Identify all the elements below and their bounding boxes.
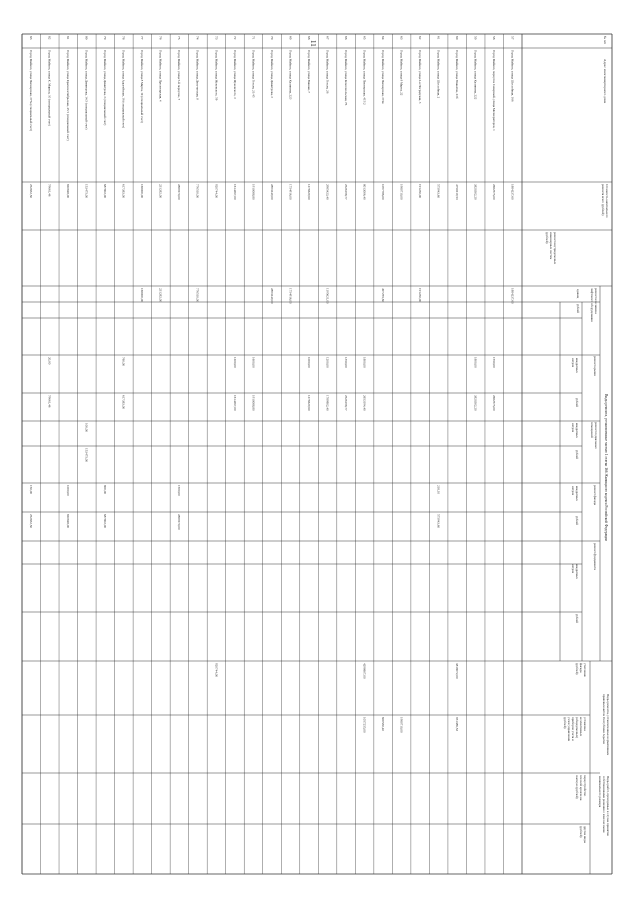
row-number: 79 (103, 36, 108, 40)
header-basement: ремонт подвальных (594, 422, 598, 449)
row-roof-m2: 1350,00 (343, 357, 348, 368)
row-fac-m2: 1000,00 (66, 485, 71, 496)
header-group-extra: собственниками решения о взносах выше (602, 776, 606, 833)
row-address: Город Майкоп, улица Гоголя, 26 (325, 50, 330, 94)
row-total-cost: 79661,46 (47, 184, 52, 197)
row-fac-m2: 1590,00 (177, 485, 182, 496)
row-number: 75 (177, 36, 182, 40)
row-fac-rub: 252832,50 (29, 514, 34, 529)
row-roof-rub: 2682575,00 (492, 395, 497, 411)
rotated-table (22, 34, 612, 874)
row-roof-m2: 20,00 (47, 357, 52, 365)
row-number: 68 (306, 36, 311, 40)
row-address: Город Майкоп, улица 5-й переулок, 7 (177, 50, 182, 101)
header-insulation: утепление (583, 663, 587, 677)
row-number: 63 (399, 36, 404, 40)
header-sqm: метров (571, 564, 576, 573)
header-roof: ремонт крыши (593, 356, 597, 376)
row-total-cost: 252832,50 (29, 184, 34, 199)
row-eng: 1754916,00 (288, 288, 293, 304)
row-number: 74 (195, 36, 200, 40)
row-roof-m2: 1200,00 (232, 357, 237, 368)
row-total-cost: 1276629,60 (306, 184, 311, 200)
header-group-federal: Виды ремонта, установленные частью 1 статьи 166 Жилищного кодекса Российской Федерации (604, 394, 608, 541)
row-total-cost: 687802,00 (103, 184, 108, 199)
row-number: 67 (325, 36, 330, 40)
row-number: 60 (454, 36, 459, 40)
row-total-cost: 1614267,00 (232, 184, 237, 200)
header-other: (рублей) (579, 826, 583, 838)
header-meters: узлов управления (567, 717, 571, 741)
row-eng: 497255,60 (380, 288, 385, 303)
row-insul: 920744,00 (214, 663, 219, 678)
header-group-extra: Виды работ, проводимые в случае принятия (606, 776, 610, 836)
row-meters: 1057255,00 (362, 717, 367, 733)
header-foundation: ремонт фундамента (593, 543, 597, 570)
row-number: 61 (436, 36, 441, 40)
row-address: Город Майкоп, улица Димитрова, 3 (269, 50, 274, 98)
header-sqm: квадратных (575, 564, 579, 579)
header-insulation: (рублей) (575, 663, 579, 675)
row-bas-rub: 153475,00 (84, 448, 89, 463)
row-number: 78 (121, 36, 126, 40)
row-fac-m2: 800,00 (103, 485, 108, 495)
row-address: Город Майкоп, улица Юннатов, 23б (454, 50, 459, 99)
row-address: Город Майкоп, улица Димитрова, 3 (специальный счет) (103, 50, 108, 126)
row-total-cost: 8013006,40 (362, 184, 367, 200)
row-address: Город Майкоп, улица Гоголя, 21/45 (251, 50, 256, 98)
row-number: 71 (251, 36, 256, 40)
row-number: 77 (140, 36, 145, 40)
row-address: Город Майкоп, улица 8 Марта, 19 (специальный счет) (140, 50, 145, 123)
row-total-cost: 168000,00 (140, 184, 145, 199)
header-total: ремонта всего (рублей) (601, 184, 605, 216)
row-total-cost: 1097786,00 (380, 184, 385, 200)
row-roof-rub: 1910088,80 (251, 395, 256, 411)
row-address: Город Майкоп, улица Адыгейская, 16 (специальный счет) (121, 50, 126, 129)
header-sqm: метров (571, 358, 576, 367)
header-units: единиц (576, 289, 580, 299)
header-meters: установка (583, 717, 587, 731)
header-rubles: рублей (575, 450, 579, 459)
row-total-cost: 231282,00 (158, 184, 163, 199)
row-total-cost: 1754916,00 (288, 184, 293, 200)
row-total-cost: 820848,00 (66, 184, 71, 199)
header-rubles: рублей (575, 398, 579, 407)
row-number: 65 (362, 36, 367, 40)
header-elevator: ремонт или замена (594, 288, 598, 314)
row-total-cost: 617383,00 (121, 184, 126, 199)
header-rubles: рублей (575, 614, 579, 623)
page-number: 11 (309, 40, 317, 47)
row-roof-rub: 617383,00 (121, 395, 126, 410)
header-group-regional: Виды ремонта, установленные нормативным (606, 694, 610, 756)
row-address: Город Майкоп, улица Пионерская, 415/2 (362, 50, 367, 105)
row-roof-m2: 1800,00 (362, 357, 367, 368)
row-total-cost: 1910088,80 (251, 184, 256, 200)
row-total-cost: 2985423,40 (325, 184, 330, 200)
row-roof-m2: 1000,00 (306, 357, 311, 368)
row-total-cost: 153475,00 (84, 184, 89, 199)
row-number: 73 (214, 36, 219, 40)
row-meters: 1980710,00 (399, 717, 404, 733)
row-fac-rub: 575943,60 (436, 514, 441, 529)
row-roof-rub: 1276629,60 (306, 395, 311, 411)
row-address: Город Майкоп, улица Калинина, 223 (288, 50, 293, 100)
row-total-cost: 776510,00 (195, 184, 200, 199)
header-other: другие виды (583, 826, 587, 843)
header-elevator: лифтового оборудования (590, 288, 594, 322)
row-meters: 931386,53 (454, 717, 459, 732)
row-roof-m2: 760,00 (121, 357, 126, 367)
row-fac-m2: 150,00 (29, 485, 34, 495)
header-rubles: рублей (576, 304, 580, 313)
header-engineering: (рублей) (545, 232, 549, 244)
row-total-cost: 2526198,77 (343, 184, 348, 200)
header-flat-roof: переустройство (583, 775, 587, 797)
row-eng: 1884237,60 (510, 288, 515, 304)
row-bas-m2: 100,00 (84, 423, 89, 433)
row-roof-rub: 1789802,40 (325, 395, 330, 411)
row-address: Город Майкоп, улица Калинина, 222 (473, 50, 478, 100)
row-eng: 168000,00 (140, 288, 145, 303)
row-total-cost: 2682575,00 (492, 184, 497, 200)
row-roof-rub: 3820302,20 (473, 395, 478, 411)
row-address: Город Майкоп, переулок Северный, улица Мелиораторов, 1 (492, 50, 497, 131)
row-insul: 4298607,00 (362, 663, 367, 679)
row-fac-rub: 820848,00 (66, 514, 71, 529)
row-fac-rub: 2889270,00 (177, 514, 182, 530)
row-total-cost: 2889270,00 (177, 184, 182, 200)
row-roof-rub: 79661,46 (47, 395, 52, 408)
row-address: Город Майкоп, улица К. Маркса, 10 (специальный счет) (47, 50, 52, 126)
row-total-cost: 1884237,60 (510, 184, 515, 200)
header-flat-roof: плоской кровли на (579, 775, 583, 801)
header-group-extra: минимального размера (598, 776, 602, 808)
header-facade: ремонт фасада (593, 485, 597, 505)
row-fac-m2: 218,10 (436, 485, 441, 495)
header-num: № п/п (603, 36, 607, 45)
row-address: Город Майкоп, улица Пионерская, 374в (380, 50, 385, 104)
row-insul: 3818072,00 (454, 663, 459, 679)
row-total-cost: 2893249,00 (269, 184, 274, 200)
row-roof-m2: 1550,00 (492, 357, 497, 368)
header-address: Адрес многоквартирного дома (603, 59, 607, 104)
row-number: 69 (288, 36, 293, 40)
row-address: Город Майкоп, улица Шоссейная, 166 (510, 50, 515, 102)
row-number: 76 (158, 36, 163, 40)
row-total-cost: 920744,00 (214, 184, 219, 199)
row-address: Город Майкоп, улица Шоссейная, 2 (436, 50, 441, 99)
row-eng: 1195621,00 (325, 288, 330, 304)
header-group-regional: правовым актом Республики Адыгея (602, 694, 606, 744)
row-roof-m2: 1600,00 (251, 357, 256, 368)
header-sqm: квадратных (575, 358, 579, 373)
row-total-cost: 3820302,20 (473, 184, 478, 200)
row-total-cost: 1980710,00 (399, 184, 404, 200)
row-number: 58 (492, 36, 497, 40)
header-engineering: ремонт внутридомовых (553, 232, 557, 265)
row-address: Город Майкоп, улица Краснооктябрьская, 45/1 (специальный счет) (66, 50, 71, 141)
row-address: Город Майкоп, улица Комсомольская, 76 (343, 50, 348, 106)
header-sqm: квадратных (575, 423, 579, 438)
header-meters: приборов учета и (571, 717, 575, 741)
header-flat-roof: скатную (рублей) (575, 775, 579, 799)
row-roof-m2: 1200,00 (325, 357, 330, 368)
header-insulation: фасада (579, 663, 583, 673)
row-address: Город Майкоп, улица Пролетарская, 4 (158, 50, 163, 102)
header-sqm: метров (571, 486, 576, 495)
row-number: 83 (29, 36, 34, 40)
row-address: Город Майкоп, улица Пионерская, 377а (специальный счет) (29, 50, 34, 131)
header-rubles: рублей (575, 516, 579, 525)
row-number: 66 (343, 36, 348, 40)
row-address: Город Майкоп, улица Жуковского, 59 (214, 50, 219, 101)
row-number: 62 (417, 36, 422, 40)
row-number: 70 (269, 36, 274, 40)
row-number: 59 (473, 36, 478, 40)
row-number: 82 (47, 36, 52, 40)
header-engineering: инженерных систем (549, 232, 553, 260)
header-meters: (общедомовых) (575, 717, 579, 739)
row-fac-rub: 687802,00 (103, 514, 108, 529)
header-basement: помещений (590, 422, 594, 438)
row-address: Город Майкоп, улица 2-я Ноградская, 3 (417, 50, 422, 104)
header-sqm: метров (571, 423, 576, 432)
row-address: Город Майкоп, улица Депутатская, 8 (195, 50, 200, 100)
row-number: 81 (66, 36, 71, 40)
row-number: 64 (380, 36, 385, 40)
row-roof-m2: 1800,00 (473, 357, 478, 368)
row-eng: 231282,00 (158, 288, 163, 303)
row-total-cost: 191230,00 (417, 184, 422, 199)
header-meters: (рублей) (563, 717, 567, 729)
row-address: Город Майкоп, улица Винная, 7 (306, 50, 311, 93)
row-eng: 776510,00 (195, 288, 200, 303)
header-sqm: квадратных (575, 486, 579, 501)
row-roof-rub: 2653194,40 (362, 395, 367, 411)
row-meters: 600530,40 (380, 717, 385, 732)
row-eng: 191230,00 (417, 288, 422, 303)
row-total-cost: 575943,60 (436, 184, 441, 199)
row-number: 72 (232, 36, 237, 40)
row-roof-rub: 1614267,00 (232, 395, 237, 411)
row-address: Город Майкоп, улица 8 Марта, 22 (399, 50, 404, 96)
row-number: 80 (84, 36, 89, 40)
row-total-cost: 4750219,53 (454, 184, 459, 200)
row-eng: 2893249,00 (269, 288, 274, 304)
header-meters: коллективных (579, 717, 583, 737)
header-total: Стоимость капитального (605, 184, 609, 218)
row-address: Город Майкоп, улица Димитрова, 14/3 (специальный счет) (84, 50, 89, 130)
row-number: 57 (510, 36, 515, 40)
row-roof-rub: 2526198,77 (343, 395, 348, 411)
row-address: Город Майкоп, улица Жуковского, 3 (232, 50, 237, 99)
